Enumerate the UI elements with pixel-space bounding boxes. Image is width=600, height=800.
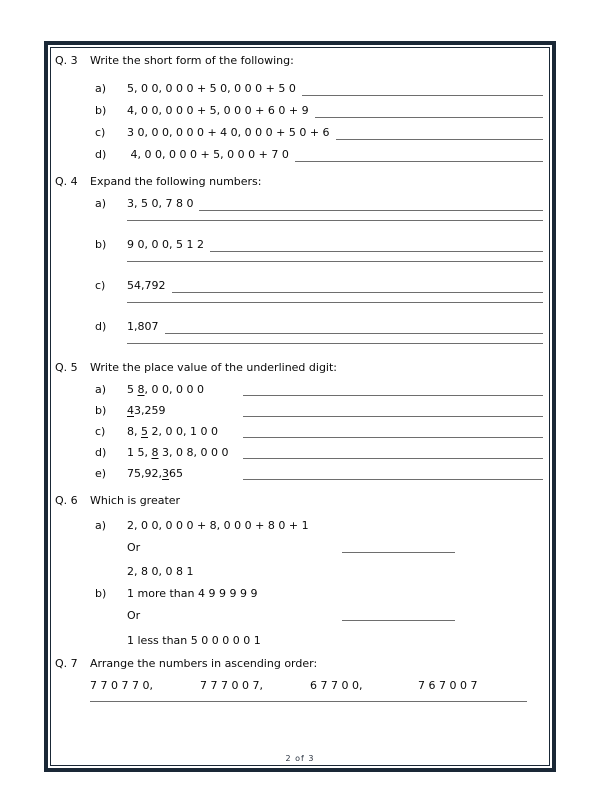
q7-number-1: 7 7 0 7 7 0, [90, 679, 153, 692]
item-number: 5 8, 0 0, 0 0 0 [127, 383, 204, 396]
item-letter: c) [95, 279, 106, 292]
underlined-digit: 8 [151, 446, 159, 459]
answer-blank [210, 234, 543, 252]
item-expression: 54,792 [127, 279, 166, 292]
item-letter: b) [95, 238, 107, 251]
answer-blank [165, 316, 544, 334]
q5-item-b [95, 400, 545, 421]
underlined-digit: 3 [162, 467, 169, 480]
q3-item-a [95, 78, 545, 100]
q7-number-4: 7 6 7 0 0 7 [418, 679, 478, 692]
item-letter: e) [95, 467, 107, 480]
item-expression: 3 0, 0 0, 0 0 0 + 4 0, 0 0 0 + 5 0 + 6 [127, 126, 330, 139]
q3-item-d [95, 144, 545, 166]
answer-blank [336, 122, 543, 140]
or-label: Or [127, 609, 141, 622]
question-number: Q. 7 [55, 657, 78, 670]
answer-blank-continuation [127, 338, 543, 344]
item-letter: b) [95, 404, 107, 417]
question-q4-heading [55, 171, 545, 193]
question-title: Which is greater [90, 494, 181, 507]
item-letter: c) [95, 425, 106, 438]
answer-blank [315, 100, 543, 118]
question-q5-heading [55, 357, 545, 379]
item-expression: 4, 0 0, 0 0 0 + 5, 0 0 0 + 7 0 [127, 148, 289, 161]
q3-item-c [95, 122, 545, 144]
q6-item-a-first [95, 515, 545, 537]
item-number: 75,92,365 [127, 467, 183, 480]
answer-blank [243, 463, 543, 480]
item-letter: a) [95, 197, 107, 210]
answer-blank [342, 552, 455, 553]
item-expression: 2, 8 0, 0 8 1 [127, 565, 194, 578]
answer-blank-continuation [127, 256, 543, 262]
item-expression: 2, 0 0, 0 0 0 + 8, 0 0 0 + 8 0 + 1 [127, 519, 309, 532]
item-letter: a) [95, 82, 107, 95]
item-letter: b) [95, 587, 107, 600]
item-letter: d) [95, 148, 107, 161]
q5-item-e [95, 463, 545, 484]
answer-blank [302, 78, 543, 96]
q6-item-a-second [95, 561, 545, 583]
q6-item-b-or [95, 605, 545, 627]
item-expression: 1 more than 4 9 9 9 9 9 [127, 587, 258, 600]
or-label: Or [127, 541, 141, 554]
question-q3-heading [55, 50, 545, 72]
item-letter: d) [95, 446, 107, 459]
question-number: Q. 4 [55, 175, 78, 188]
q6-item-a-or [95, 537, 545, 559]
answer-blank [172, 275, 544, 293]
answer-blank [342, 620, 455, 621]
q7-number-3: 6 7 7 0 0, [310, 679, 363, 692]
question-q7-heading [55, 653, 545, 675]
item-letter: b) [95, 104, 107, 117]
question-number: Q. 5 [55, 361, 78, 374]
item-number: 8, 5 2, 0 0, 1 0 0 [127, 425, 218, 438]
q4-item-c [95, 275, 545, 297]
answer-blank [90, 697, 527, 702]
item-expression: 5, 0 0, 0 0 0 + 5 0, 0 0 0 + 5 0 [127, 82, 296, 95]
q6-item-b-second [95, 630, 545, 652]
item-expression: 1,807 [127, 320, 159, 333]
item-expression: 1 less than 5 0 0 0 0 0 1 [127, 634, 261, 647]
question-number: Q. 6 [55, 494, 78, 507]
underlined-digit: 5 [141, 425, 148, 438]
q4-item-a [95, 193, 545, 215]
q5-item-c [95, 421, 545, 442]
question-title: Expand the following numbers: [90, 175, 262, 188]
item-letter: c) [95, 126, 106, 139]
q4-item-b [95, 234, 545, 256]
question-title: Write the short form of the following: [90, 54, 294, 67]
answer-blank [243, 379, 543, 396]
q5-item-d [95, 442, 545, 463]
worksheet-page [50, 47, 550, 766]
answer-blank [243, 421, 543, 438]
answer-blank [199, 193, 543, 211]
answer-blank-continuation [127, 215, 543, 221]
underlined-digit: 4 [127, 404, 134, 417]
answer-blank [243, 442, 543, 459]
question-number: Q. 3 [55, 54, 78, 67]
question-title: Write the place value of the underlined digit: [90, 361, 338, 374]
underlined-digit: 8 [137, 383, 145, 396]
item-expression: 3, 5 0, 7 8 0 [127, 197, 194, 210]
item-number: 43,259 [127, 404, 166, 417]
answer-blank-continuation [127, 297, 543, 303]
item-letter: a) [95, 383, 107, 396]
item-letter: a) [95, 519, 107, 532]
q3-item-b [95, 100, 545, 122]
page-border-frame [44, 41, 556, 772]
question-title: Arrange the numbers in ascending order: [90, 657, 318, 670]
q4-item-d [95, 316, 545, 338]
item-number: 1 5, 8 3, 0 8, 0 0 0 [127, 446, 229, 459]
page-number: 2 of 3 [285, 754, 315, 763]
q5-item-a [95, 379, 545, 400]
answer-blank [295, 144, 543, 162]
item-expression: 4, 0 0, 0 0 0 + 5, 0 0 0 + 6 0 + 9 [127, 104, 309, 117]
q6-item-b-first [95, 583, 545, 605]
q7-number-list [90, 675, 545, 697]
answer-blank [243, 400, 543, 417]
question-q6-heading [55, 490, 545, 512]
item-expression: 9 0, 0 0, 5 1 2 [127, 238, 204, 251]
item-letter: d) [95, 320, 107, 333]
q7-number-2: 7 7 7 0 0 7, [200, 679, 263, 692]
